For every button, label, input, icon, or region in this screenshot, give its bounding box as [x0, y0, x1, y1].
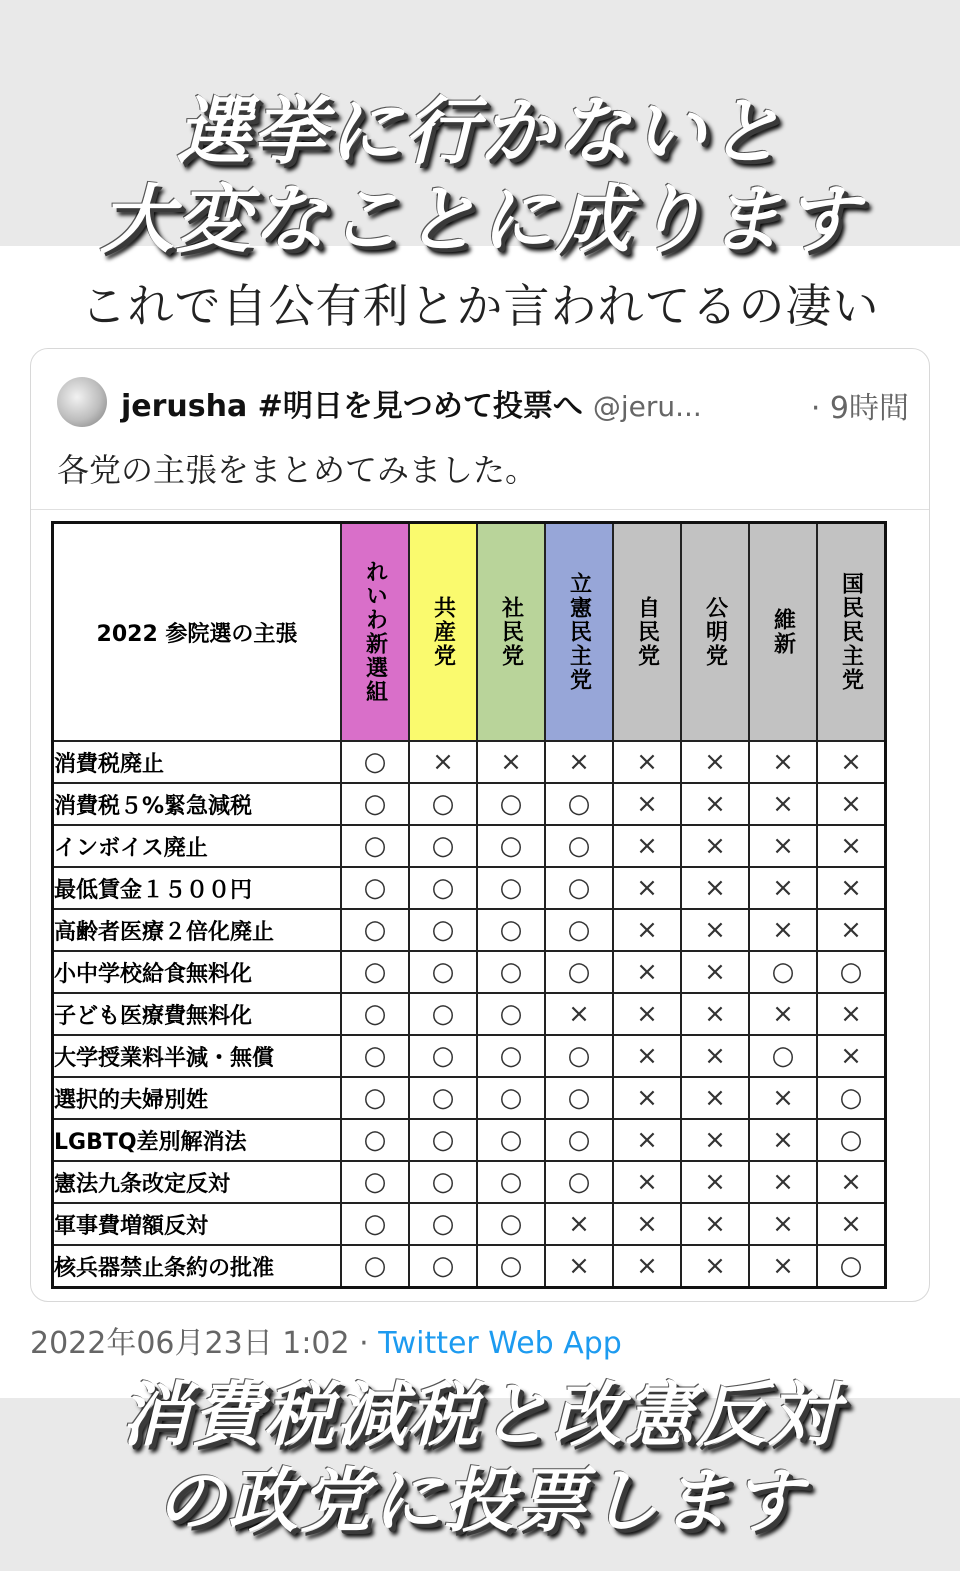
table-row [53, 1161, 886, 1203]
table-row [53, 1077, 886, 1119]
stance-mark: ○ [477, 1161, 545, 1203]
footer-overlay [0, 1372, 960, 1544]
stance-mark: ○ [341, 1035, 409, 1077]
stance-mark: ○ [409, 951, 477, 993]
stance-mark: ○ [749, 1035, 817, 1077]
stance-mark: × [817, 741, 886, 783]
stance-mark: ○ [545, 951, 613, 993]
avatar[interactable] [57, 377, 107, 427]
stance-mark: × [613, 783, 681, 825]
stance-mark: × [613, 1203, 681, 1245]
stance-mark: × [749, 993, 817, 1035]
table-row [53, 867, 886, 909]
stance-mark: ○ [409, 783, 477, 825]
party-header-row [53, 523, 886, 742]
party-name: れいわ新選組 [362, 560, 388, 704]
table-row [53, 1245, 886, 1288]
stance-mark: × [681, 741, 749, 783]
policy-name: 軍事費増額反対 [53, 1203, 342, 1245]
stance-mark: ○ [341, 1203, 409, 1245]
tweet-time[interactable]: · 9時間 [810, 391, 909, 426]
stance-mark: × [749, 909, 817, 951]
policy-rows [53, 741, 886, 1288]
stance-mark: × [613, 1035, 681, 1077]
stance-mark: × [681, 783, 749, 825]
stance-mark: ○ [545, 1161, 613, 1203]
stance-mark: × [749, 1203, 817, 1245]
stance-mark: ○ [545, 1035, 613, 1077]
stance-mark: × [817, 1161, 886, 1203]
party-name: 共産党 [430, 596, 456, 668]
stance-mark: ○ [409, 1245, 477, 1288]
stance-mark: × [817, 867, 886, 909]
stance-mark: ○ [477, 909, 545, 951]
stance-mark: ○ [749, 951, 817, 993]
table-row [53, 825, 886, 867]
stance-mark: × [749, 741, 817, 783]
stance-mark: × [409, 741, 477, 783]
party-header [613, 523, 681, 742]
author-name[interactable]: jerusha #明日を見つめて投票へ [121, 389, 583, 424]
table-row [53, 741, 886, 783]
stance-mark: × [545, 1203, 613, 1245]
policy-name: インボイス廃止 [53, 825, 342, 867]
policy-name: 選択的夫婦別姓 [53, 1077, 342, 1119]
stance-mark: ○ [477, 1119, 545, 1161]
stance-mark: ○ [409, 825, 477, 867]
author-handle[interactable]: @jeru... [592, 390, 702, 423]
stance-mark: × [681, 1203, 749, 1245]
stance-mark: × [545, 741, 613, 783]
stance-mark: ○ [477, 993, 545, 1035]
stance-mark: ○ [409, 993, 477, 1035]
footer-line-1: 消費税減税と改憲反対 [120, 1374, 840, 1456]
stance-mark: ○ [545, 867, 613, 909]
policy-name: LGBTQ差別解消法 [53, 1119, 342, 1161]
stance-mark: ○ [409, 909, 477, 951]
source-app-link[interactable]: Twitter Web App [378, 1326, 622, 1361]
stance-mark: × [817, 783, 886, 825]
policy-table [51, 521, 887, 1289]
table-row [53, 909, 886, 951]
policy-name: 核兵器禁止条約の批准 [53, 1245, 342, 1288]
stance-mark: × [613, 867, 681, 909]
party-header [681, 523, 749, 742]
table-row [53, 1203, 886, 1245]
divider [31, 509, 929, 510]
stance-mark: × [749, 867, 817, 909]
stance-mark: × [681, 825, 749, 867]
stance-mark: × [545, 1245, 613, 1288]
stance-mark: ○ [477, 825, 545, 867]
policy-table-image[interactable] [51, 521, 887, 1289]
party-name: 維新 [770, 608, 796, 656]
tweet-meta [30, 1318, 622, 1362]
stance-mark: ○ [409, 1035, 477, 1077]
stance-mark: ○ [341, 1161, 409, 1203]
stance-mark: ○ [545, 1077, 613, 1119]
stance-mark: ○ [409, 1203, 477, 1245]
stance-mark: × [817, 993, 886, 1035]
stance-mark: × [681, 1077, 749, 1119]
table-row [53, 951, 886, 993]
policy-name: 最低賃金１５００円 [53, 867, 342, 909]
headline-line-1: 選挙に行かないと [176, 89, 784, 175]
party-header [817, 523, 886, 742]
party-header [749, 523, 817, 742]
stance-mark: × [545, 993, 613, 1035]
party-name: 社民党 [498, 596, 524, 668]
party-header [409, 523, 477, 742]
headline-line-2: 大変なことに成ります [100, 177, 860, 263]
stance-mark: × [681, 1161, 749, 1203]
policy-name: 憲法九条改定反対 [53, 1161, 342, 1203]
table-row [53, 1035, 886, 1077]
policy-name: 高齢者医療２倍化廃止 [53, 909, 342, 951]
stance-mark: ○ [817, 1245, 886, 1288]
stance-mark: ○ [545, 909, 613, 951]
stance-mark: × [749, 1077, 817, 1119]
stance-mark: × [749, 1245, 817, 1288]
policy-name: 消費税廃止 [53, 741, 342, 783]
stance-mark: × [681, 993, 749, 1035]
party-name: 公明党 [702, 596, 728, 668]
party-name: 自民党 [634, 596, 660, 668]
policy-name: 大学授業料半減・無償 [53, 1035, 342, 1077]
stance-mark: × [613, 993, 681, 1035]
party-name: 立憲民主党 [566, 572, 592, 692]
stance-mark: × [613, 825, 681, 867]
footer-line-2: の政党に投票します [156, 1460, 804, 1542]
table-row [53, 783, 886, 825]
stance-mark: ○ [817, 1119, 886, 1161]
stance-mark: ○ [477, 867, 545, 909]
stance-mark: × [613, 1245, 681, 1288]
stance-mark: ○ [341, 783, 409, 825]
stance-mark: × [749, 783, 817, 825]
stance-mark: × [613, 909, 681, 951]
table-row [53, 993, 886, 1035]
stance-mark: ○ [409, 1161, 477, 1203]
stance-mark: ○ [477, 1245, 545, 1288]
quoted-tweet-card[interactable] [30, 348, 930, 1302]
stance-mark: ○ [817, 1077, 886, 1119]
policy-name: 子ども医療費無料化 [53, 993, 342, 1035]
stance-mark: × [681, 909, 749, 951]
stance-mark: × [749, 825, 817, 867]
stance-mark: ○ [341, 1077, 409, 1119]
stance-mark: ○ [409, 1119, 477, 1161]
stance-mark: ○ [341, 909, 409, 951]
stance-mark: ○ [817, 951, 886, 993]
stance-mark: × [817, 1035, 886, 1077]
stance-mark: ○ [341, 1245, 409, 1288]
tweet-text: 各党の主張をまとめてみました。 [57, 451, 538, 489]
stance-mark: × [681, 951, 749, 993]
stance-mark: × [613, 1119, 681, 1161]
stance-mark: ○ [409, 1077, 477, 1119]
stance-mark: × [613, 1077, 681, 1119]
stance-mark: × [477, 741, 545, 783]
stance-mark: × [681, 1119, 749, 1161]
stance-mark: ○ [545, 783, 613, 825]
table-title: 2022 参院選の主張 [53, 523, 342, 742]
stance-mark: × [613, 951, 681, 993]
stance-mark: ○ [477, 1035, 545, 1077]
stance-mark: × [817, 909, 886, 951]
stance-mark: × [749, 1161, 817, 1203]
stance-mark: ○ [545, 1119, 613, 1161]
tweet-timestamp[interactable]: 2022年06月23日 1:02 · [30, 1326, 369, 1361]
stance-mark: × [681, 1245, 749, 1288]
stance-mark: ○ [341, 825, 409, 867]
stance-mark: ○ [341, 1119, 409, 1161]
stance-mark: ○ [341, 867, 409, 909]
caption-text: これで自公有利とか言われてるの凄い [80, 279, 880, 333]
policy-name: 消費税５%緊急減税 [53, 783, 342, 825]
party-header [477, 523, 545, 742]
stance-mark: × [749, 1119, 817, 1161]
table-row [53, 1119, 886, 1161]
stance-mark: × [613, 741, 681, 783]
party-header [341, 523, 409, 742]
stance-mark: ○ [545, 825, 613, 867]
stance-mark: × [817, 825, 886, 867]
stance-mark: × [613, 1161, 681, 1203]
stance-mark: × [817, 1203, 886, 1245]
party-header [545, 523, 613, 742]
stance-mark: ○ [477, 1077, 545, 1119]
stance-mark: ○ [477, 1203, 545, 1245]
stance-mark: ○ [341, 741, 409, 783]
headline-overlay [0, 88, 960, 264]
stance-mark: ○ [341, 951, 409, 993]
stance-mark: × [681, 867, 749, 909]
stance-mark: ○ [477, 783, 545, 825]
policy-name: 小中学校給食無料化 [53, 951, 342, 993]
stance-mark: ○ [409, 867, 477, 909]
tweet-header [121, 381, 702, 425]
stance-mark: × [681, 1035, 749, 1077]
party-name: 国民民主党 [838, 572, 864, 692]
stance-mark: ○ [341, 993, 409, 1035]
stance-mark: ○ [477, 951, 545, 993]
